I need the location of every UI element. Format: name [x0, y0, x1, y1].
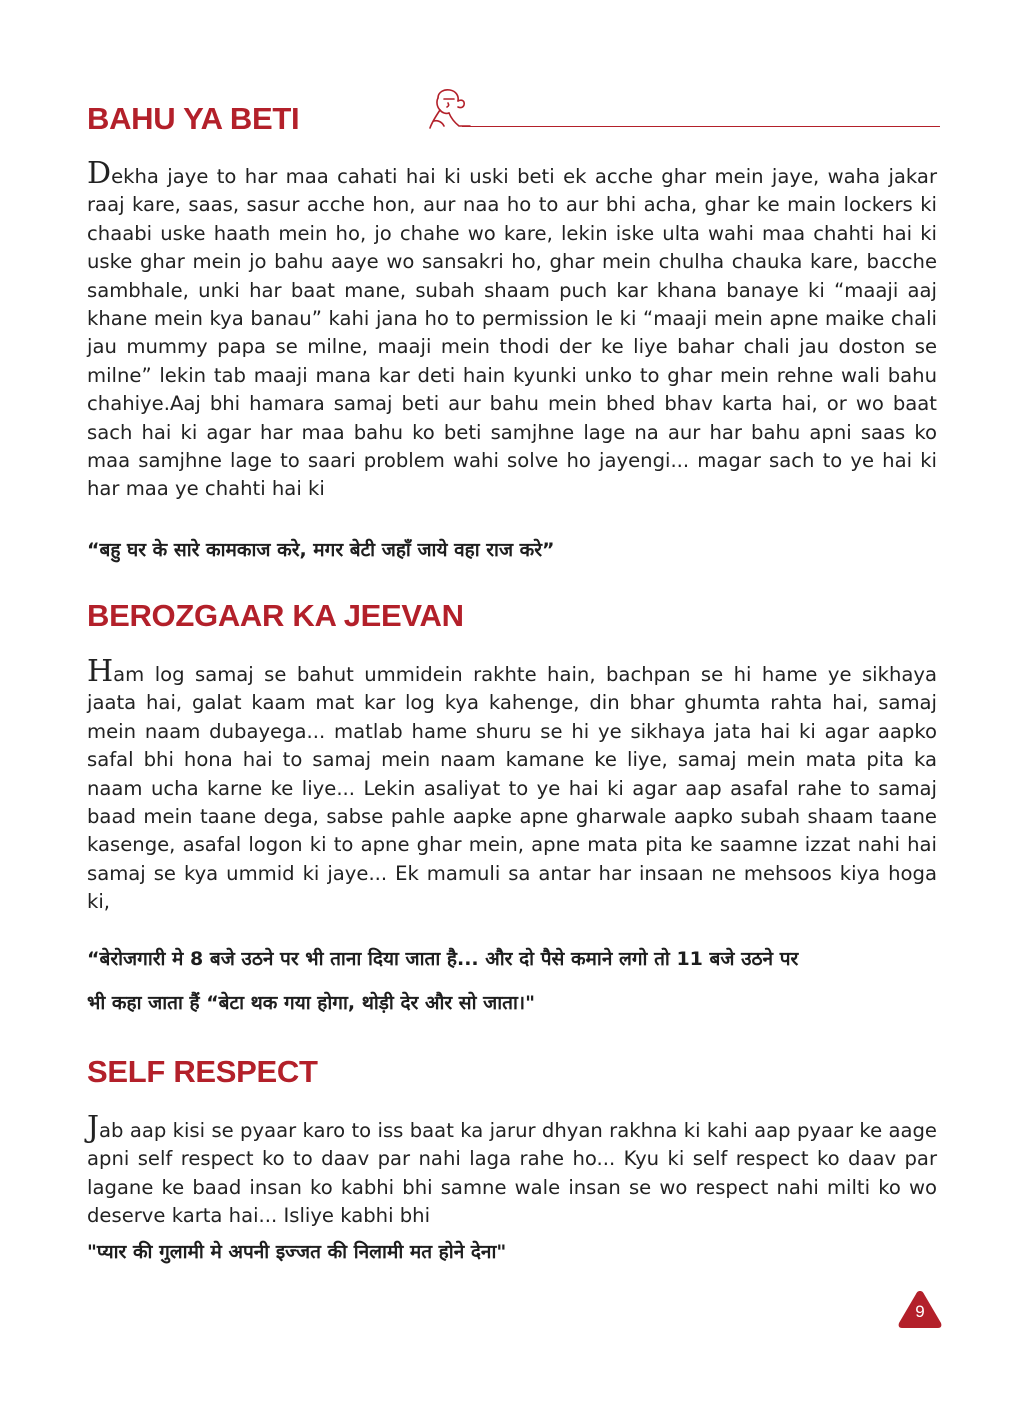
paragraph-text: ab aap kisi se pyaar karo to iss baat ka jarur dhyan rakhna ki kahi aap pyaar ke aage apni self respect ko to daav par nahi laga rahe ho... Kyu ki self respect ko daav par lagane ke baad insan ko kabhi bhi samne wale insan se wo respect nahi milti ko wo deserve karta hai... Isliye kabhi bhi — [87, 1119, 937, 1228]
page-number: 9 — [915, 1302, 925, 1321]
hindi-quote: “बहु घर के सारे कामकाज करे, मगर बेटी जहाँ जाये वहा राज करे” — [87, 539, 555, 561]
paragraph-text: am log samaj se bahut ummidein rakhte hain, bachpan se hi hame ye sikhaya jaata hai, galat kaam mat kar log kya kahenge, din bhar ghumta rahta hai, samaj mein naam dubayega... matlab hame shuru se hi ye sikhaya jata hai ki agar aapko safal bhi hona hai to samaj mein naam kamane ke liye, samaj mein mata pita ka naam ucha karne ke liye... Lekin asaliyat to ye hai ki agar aap asafal rahe to samaj baad mein taane dega, sabse pahle aapke apne gharwale aapko subah shaam taane kasenge, asafal logon ki to apne ghar mein, apne mata pita ke saamne izzat nahi hai samaj se kya ummid ki jaye... Ek mamuli sa antar har insaan ne mehsoos kiya hoga ki, — [87, 663, 937, 914]
drop-cap: H — [87, 654, 114, 689]
heading-divider-line — [462, 126, 940, 127]
section-heading-self-respect: SELF RESPECT — [87, 1054, 318, 1089]
section-heading-bahu-ya-beti: BAHU YA BETI — [87, 101, 300, 136]
hindi-quote: "प्यार की गुलामी मे अपनी इज्जत की निलामी मत होने देना" — [87, 1241, 507, 1263]
section-body-paragraph — [87, 654, 937, 917]
section-body-paragraph — [87, 1110, 937, 1231]
section-heading-berozgaar-ka-jeevan: BEROZGAAR KA JEEVAN — [87, 598, 464, 633]
drop-cap: J — [87, 1110, 100, 1145]
hindi-quote-line-1: “बेरोजगारी मे 8 बजे उठने पर भी ताना दिया जाता है... और दो पैसे कमाने लगो तो 11 बजे उठने पर — [87, 948, 799, 970]
paragraph-text: ekha jaye to har maa cahati hai ki uski beti ek acche ghar mein jaye, waha jakar raaj kare, saas, sasur acche hon, aur naa ho to aur bhi acha, ghar ke main lockers ki chaabi uske haath mein ho, jo chahe wo kare, lekin iske ulta wahi maa chahti hai ki uske ghar mein jo bahu aaye wo sansakri ho, ghar mein chulha chauka kare, bacche sambhale, unki har baat mane, subah shaam puch kar khana banaye ki “maaji aaj khane mein kya banau” kahi jana ho to permission le ki “maaji mein apne maike chali jau mummy papa se milne, maaji mein thodi der ke liye bahar chali jau doston se milne” lekin tab maaji mana kar deti hain kyunki unko to ghar mein rehne wali bahu chahiye.Aaj bhi hamara samaj beti aur bahu mein bhed bhav karta hai, or wo baat sach hai ki agar har maa bahu ko beti samjhne lage na aur har bahu apni saas ko maa samjhne lage to saari problem wahi solve ho jayengi... magar sach to ye hai ki har maa ye chahti hai ki — [87, 165, 937, 501]
hindi-quote-line-2: भी कहा जाता हैं “बेटा थक गया होगा, थोड़ी देर और सो जाता।" — [87, 992, 536, 1014]
section-body-paragraph — [87, 156, 937, 504]
drop-cap: D — [87, 156, 112, 191]
